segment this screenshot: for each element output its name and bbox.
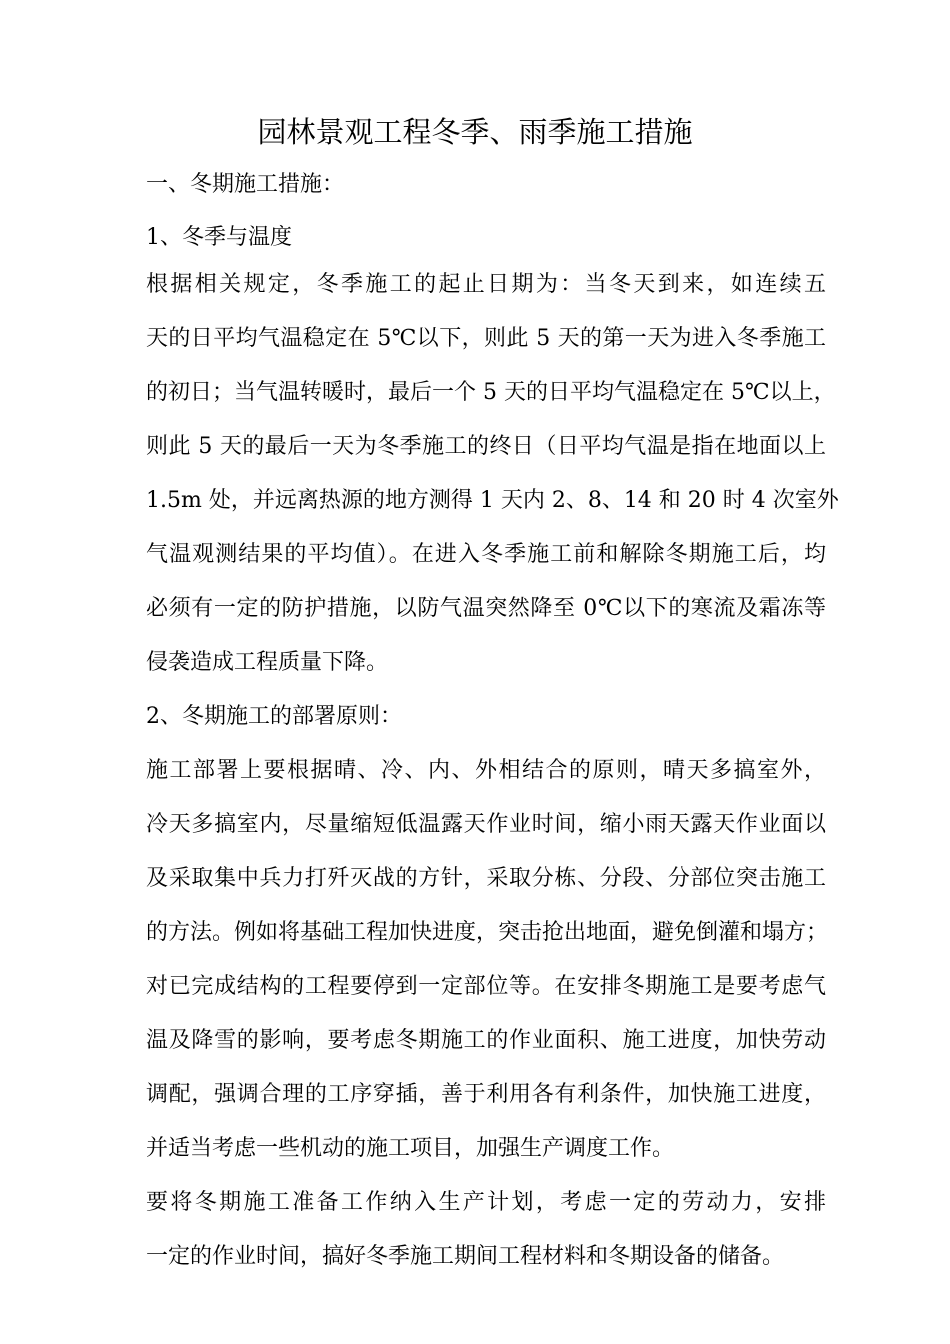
text-line: 调配，强调合理的工序穿插，善于利用各有利条件，加快施工进度，: [146, 1082, 826, 1107]
text-line: 气温观测结果的平均值）。在进入冬季施工前和解除冬期施工后，均: [146, 542, 826, 567]
text-line: 的方法。例如将基础工程加快进度，突击抢出地面，避免倒灌和塌方；: [146, 920, 829, 945]
text-line: 侵袭造成工程质量下降。: [146, 650, 389, 675]
text-line: 要将冬期施工准备工作纳入生产计划，考虑一定的劳动力，安排: [146, 1190, 826, 1215]
text-line: 必须有一定的防护措施，以防气温突然降至 0℃以下的寒流及霜冻等: [146, 596, 826, 621]
subsection-heading-temperature: 1、冬季与温度: [146, 225, 292, 250]
document-title: 园林景观工程冬季、雨季施工措施: [257, 115, 693, 149]
text-line: 温及降雪的影响，要考虑冬期施工的作业面积、施工进度，加快劳动: [146, 1028, 826, 1053]
text-line: 的初日；当气温转暖时，最后一个 5 天的日平均气温稳定在 5℃以上，: [146, 380, 836, 405]
text-line: 1.5m 处，并远离热源的地方测得 1 天内 2、8、14 和 20 时 4 次室外: [146, 488, 839, 513]
text-line: 则此 5 天的最后一天为冬季施工的终日（日平均气温是指在地面以上: [146, 434, 826, 459]
text-line: 对已完成结构的工程要停到一定部位等。在安排冬期施工是要考虑气: [146, 974, 826, 999]
text-line: 及采取集中兵力打歼灭战的方针，采取分栋、分段、分部位突击施工: [146, 866, 826, 891]
text-line: 根据相关规定，冬季施工的起止日期为：当冬天到来，如连续五: [146, 272, 826, 297]
text-line: 并适当考虑一些机动的施工项目，加强生产调度工作。: [146, 1136, 675, 1161]
text-line: 施工部署上要根据晴、冷、内、外相结合的原则，晴天多搞室外，: [146, 758, 826, 783]
text-line: 天的日平均气温稳定在 5℃以下，则此 5 天的第一天为进入冬季施工: [146, 326, 826, 351]
text-line: 冷天多搞室内，尽量缩短低温露天作业时间，缩小雨天露天作业面以: [146, 812, 826, 837]
text-line: 一定的作业时间，搞好冬季施工期间工程材料和冬期设备的储备。: [146, 1244, 785, 1269]
section-heading-winter: 一、冬期施工措施：: [146, 172, 345, 197]
subsection-heading-principles: 2、冬期施工的部署原则：: [146, 704, 402, 729]
